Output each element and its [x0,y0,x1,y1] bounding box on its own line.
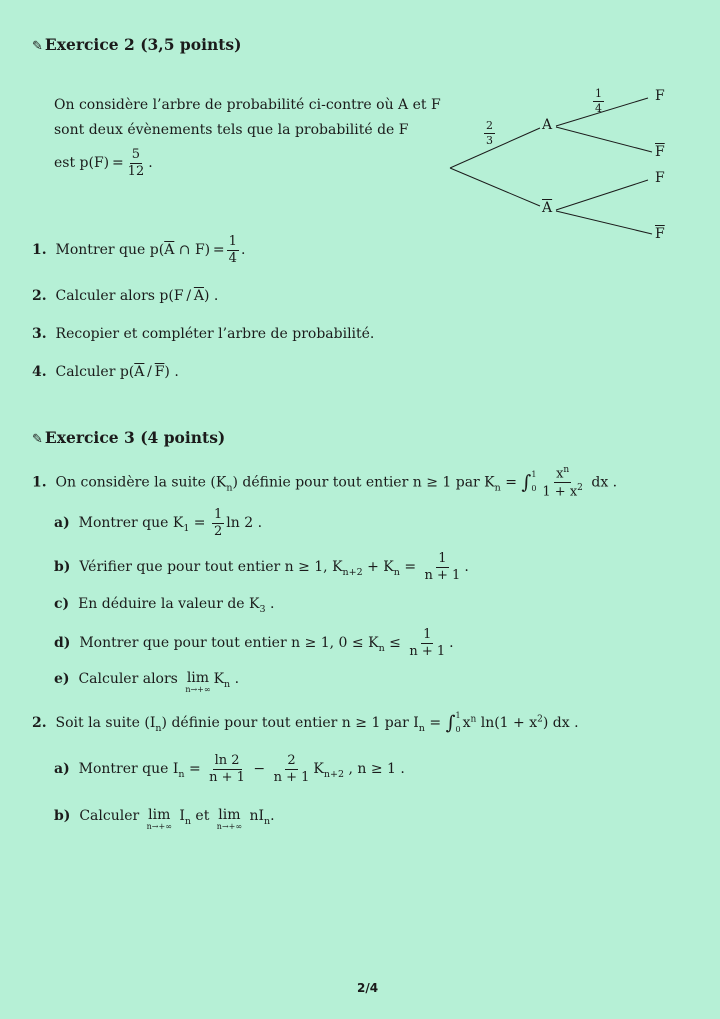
tree-prob-A [482,120,497,146]
ex3-q2a-f2-den: n + 1 [273,769,310,785]
tree-prob-F-num: 1 [595,87,602,100]
ex3-q2a-eq: = [184,761,206,778]
ex3-q2a-text: Montrer que I [78,761,179,778]
ex3-q1c-label: c) [54,596,70,612]
ex2-q2-abar: $\overline{A}$ [193,288,204,304]
tree-node-Abar: $\overline{A}$ [542,200,553,216]
ex2-question-4 [32,364,179,380]
ex2-intro-line1: On considère l’arbre de probabilité ci-contre où A et F [54,97,441,113]
ex3-q1-a: a) Montrer que $K_1$ = $\frac{1}{2}$ ln 2 . [54,507,263,539]
ex3-q1b-end: . [464,559,469,576]
ex3-q1a-num: 1 [214,507,223,522]
ex3-q1a-end: ln 2 . [226,515,263,532]
ex3-q2-text2: ) définie pour tout entier n ≥ 1 par I [161,715,419,731]
pencil-icon: ✎ [32,39,43,54]
ex3-q2a-minus: − [248,761,270,778]
ex3-q1b-label: b) [54,559,71,576]
ex3-q1e-label: e) [54,671,70,687]
ex3-q1b-den: n + 1 [424,567,461,583]
ex3-q1b-text: Vérifier que pour tout entier n ≥ 1, K [79,559,343,576]
ex2-q1-text: Montrer que p( [55,242,165,259]
ex3-q1c-end: . [265,596,275,612]
ex2-q3-text: Recopier et compléter l’arbre de probabilité. [55,326,375,342]
ex3-q1a-eq: = [189,515,210,532]
ex3-q2-expr3: ) dx . [542,715,579,731]
ex3-q1b-eq: = [399,559,421,576]
ex3-q1d-text: Montrer que pour tout entier n ≥ 1, 0 ≤ K [79,635,379,652]
tree-node-A: A [542,117,553,133]
ex3-q2b-end: nI [245,808,265,824]
ex3-q1-text2: ) définie pour tout entier n ≥ 1 par K [232,474,495,491]
ex3-q1-int-num: x [556,466,564,482]
ex3-q1d-num: 1 [423,627,432,642]
ex3-question-2: 2. Soit la suite $(I_n)$ définie pour tout entier n ≥ 1 par $I_n$ = ∫ 1 0 $x^n$ $\ln(1 + x^2)$ dx . [32,711,579,734]
ex3-q1-dx: dx . [586,474,618,491]
ex3-q1e-end: K [213,671,225,687]
ex2-q1-frac-den: 4 [228,250,237,266]
ex3-q1-eq: = [500,474,522,491]
ex3-q2-eq: = [424,715,446,731]
ex3-q2a-label: a) [54,761,70,778]
ex3-q2b-limsub1: n→+∞ [146,822,172,832]
tree-branch-Abar-F [556,180,648,210]
ex3-q1-b: b) Vérifier que pour tout entier n ≥ 1, $K_{n+2} + K_n$ = $\frac{1}{n + 1}$ . [54,551,469,583]
ex3-q1-int-den: 1 + x [542,484,578,500]
ex2-q1-abar: $\overline{A}$ [164,242,175,259]
ex3-q1-d: d) Montrer que pour tout entier n ≥ 1, $0 \le K_n$ ≤ $\frac{1}{n + 1}$ . [54,627,454,659]
ex3-q1-number: 1. [32,474,47,491]
tree-leaf-Fbar-2: $\overline{F}$ [655,226,665,242]
ex3-q2b-lim1: lim [148,807,171,823]
tree-branch-A-Fbar [556,127,652,152]
ex2-q4-fbar: $\overline{F}$ [154,364,165,380]
pF-numerator: 5 [131,147,141,162]
pF-label: est p(F) = [54,155,124,172]
exercise-3-title-text: Exercice 3 (4 points) [44,428,226,447]
ex3-q2-expr2: ln(1 + x [476,715,538,731]
ex3-q2-b: b) Calculer lim n→+∞ $I_n$ et lim n→+∞ $nI_n$. [54,807,275,832]
tree-prob-F-den: 4 [595,101,602,115]
ex2-q1-frac-num: 1 [228,234,237,249]
ex3-q2b-label: b) [54,808,71,824]
ex3-q1e-lim: lim [186,670,210,686]
ex3-q1e-limsub: n→+∞ [185,685,211,695]
ex3-q1a-label: a) [54,515,70,532]
ex2-q4-text: Calculer p( [55,364,135,380]
integral-sign: ∫ [521,471,532,494]
ex3-q2-text: Soit la suite (I [55,715,156,731]
ex2-q4-end: ) . [164,364,179,380]
ex3-q1d-den: n + 1 [409,643,446,659]
ex3-q2b-et: et [190,808,214,824]
ex3-q1-text: On considère la suite (K [55,474,227,491]
ex2-q4-abar: $\overline{A}$ [134,364,145,380]
tree-prob-A-den: 3 [486,133,493,147]
ex3-q1b-num: 1 [438,551,447,566]
ex2-q2-text: Calculer alors p(F / [55,288,194,304]
ex3-q1a-den: 2 [214,523,223,539]
ex2-question-1: 1. Montrer que $p(\overline{A}$ ∩ F) = $\frac{1}{4}$ . [32,234,246,266]
exercise-2-title-text: Exercice 2 (3,5 points) [44,35,242,54]
tree-leaf-F-2: F [655,170,665,186]
ex3-q2-a: a) Montrer que $I_n$ = $\frac{\ln 2}{n + 1}$ − $\frac{2}{n + 1}$ $K_{n+2}$ , n ≥ 1 . [54,753,405,785]
ex2-q4-mid: / [144,364,155,380]
tree-leaf-Fbar-1: $\overline{F}$ [655,144,665,160]
ex2-question-3 [32,326,374,342]
ex3-q2a-end: K [313,761,324,778]
tree-leaf-F-1: F [655,88,665,104]
ex3-question-1: 1. On considère la suite $(K_n)$ définie pour tout entier n ≥ 1 par $K_n$ = ∫ 1 0 $\frac{x^n}{1 + x^2}$ dx . [32,465,618,500]
ex3-q2a-tail: , n ≥ 1 . [344,761,405,778]
page-number: 2/4 [357,981,379,995]
ex3-q2-number: 2. [32,715,47,731]
ex2-q2-number: 2. [32,288,47,304]
pencil-icon: ✎ [32,432,43,447]
ex3-q1a-text: Montrer que K [78,515,184,532]
ex3-q2a-f2-num: 2 [287,753,296,768]
ex3-q2b-text: Calculer [79,808,144,824]
ex2-q3-number: 3. [32,326,47,342]
ex3-q1-e: e) Calculer alors lim n→+∞ $K_n$ . [54,670,240,695]
ex2-q1-number: 1. [32,242,47,259]
ex3-q2a-f1-den: n + 1 [209,769,245,785]
tree-branch-Abar-Fbar [556,211,652,234]
integral-sign-2: ∫ [445,712,456,734]
tree-branch-Abar [450,168,540,206]
ex3-q1d-mid: ≤ [384,635,406,652]
tree-prob-F [591,88,606,114]
pF-denominator: 12 [127,163,145,179]
ex3-q2b-limsub2: n→+∞ [216,822,243,832]
ex3-q2a-f1-num: ln 2 [214,753,240,768]
ex3-q1e-text: Calculer alors [78,671,183,687]
exercise-3-title [32,428,225,447]
ex3-q2-expr: x [462,715,471,731]
ex3-q1c-text: En déduire la valeur de K [78,596,260,612]
ex3-q2b-lim2: lim [218,807,241,823]
ex3-q1d-end: . [449,635,454,652]
ex2-q2-end: ) . [203,288,219,304]
ex3-q1d-label: d) [54,635,71,652]
ex2-q4-number: 4. [32,364,47,380]
ex3-q1-c: c) En déduire la valeur de $K_3$ . [54,596,275,615]
ex3-q1b-mid: + K [362,559,394,576]
ex2-question-2 [32,288,218,304]
ex2-q1-mid: ∩ F) = [174,242,225,259]
ex2-intro-line2: sont deux évènements tels que la probabilité de F [54,122,409,138]
tree-prob-A-num: 2 [486,119,493,132]
ex2-intro-line3: est p(F) = $\frac{5}{12}$ . [54,147,153,179]
ex3-q2b-mid: I [174,808,185,824]
